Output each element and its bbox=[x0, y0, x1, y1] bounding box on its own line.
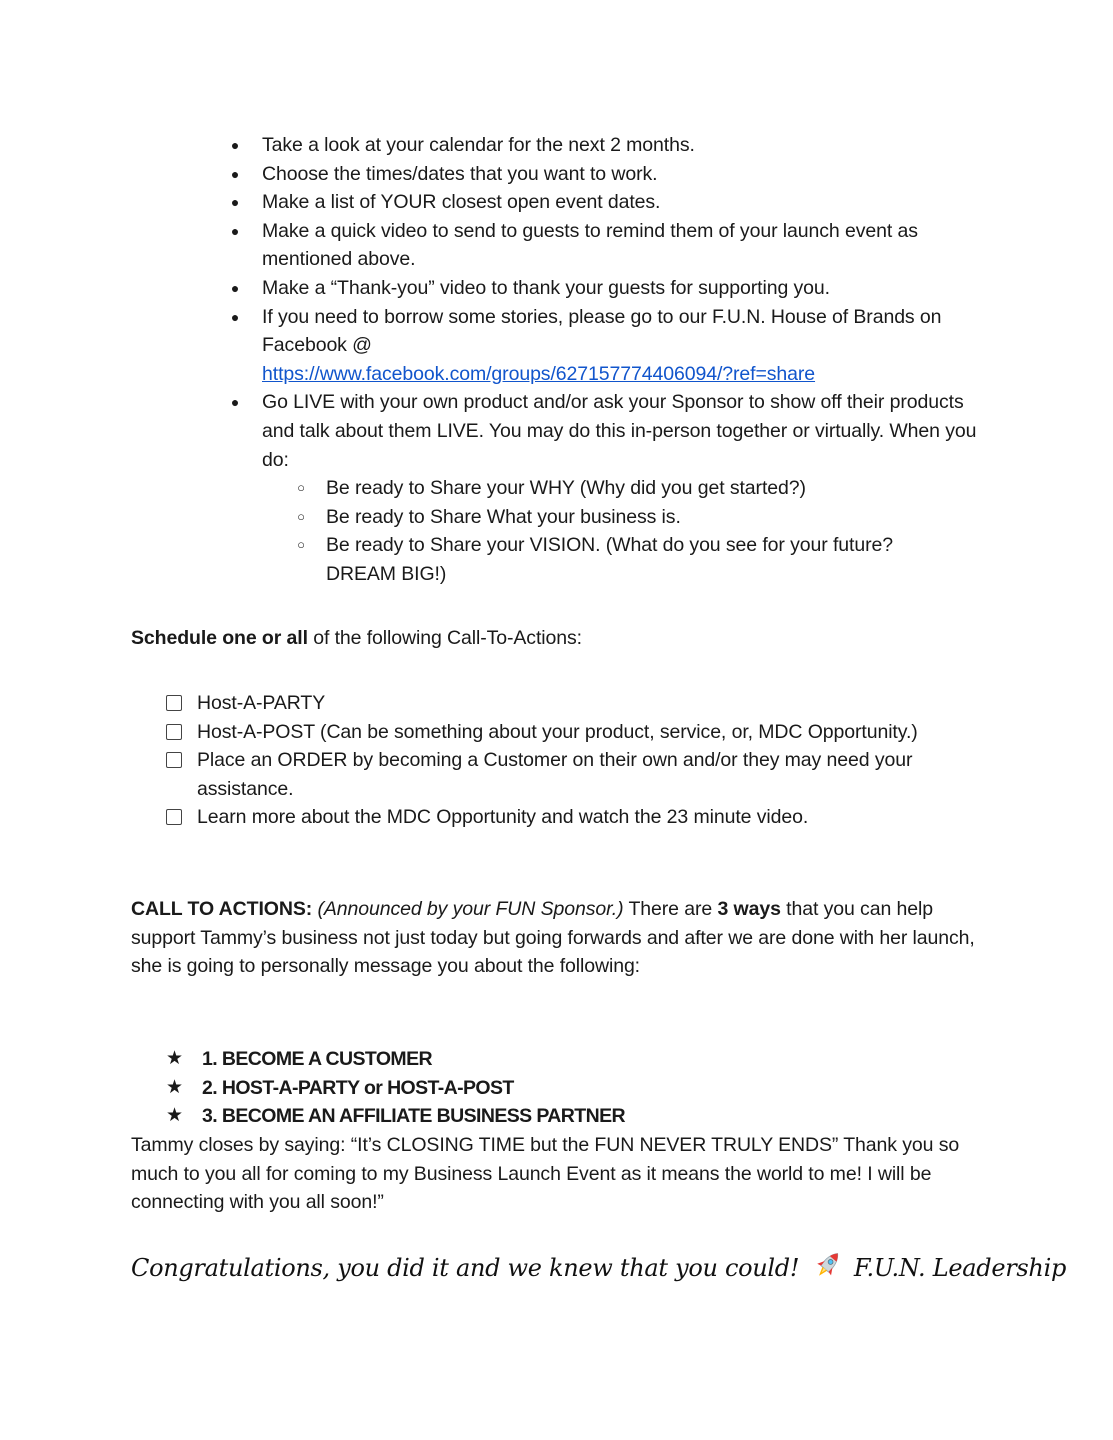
schedule-rest: of the following Call-To-Actions: bbox=[307, 627, 582, 649]
sub-list-item bbox=[294, 474, 954, 503]
checklist-item-label: Host-A-POST (Can be something about your product, service, or, MDC Opportunity.) bbox=[197, 720, 918, 743]
checklist-item bbox=[166, 689, 986, 718]
call-to-actions-heading: CALL TO ACTIONS: bbox=[131, 898, 313, 920]
signoff bbox=[131, 1248, 1066, 1288]
list-item-text: Go LIVE with your own product and/or ask your Sponsor to show off their products and talk about them LIVE. You may do this in-person together or virtually. When you do: bbox=[262, 391, 977, 471]
checklist-item bbox=[166, 718, 986, 747]
star-icon: ★ bbox=[166, 1048, 183, 1069]
way-item-label: 3. BECOME AN AFFILIATE BUSINESS PARTNER bbox=[202, 1105, 625, 1128]
checklist-item bbox=[166, 746, 986, 803]
checklist-item bbox=[166, 803, 986, 832]
checkbox[interactable] bbox=[166, 695, 182, 711]
checkbox[interactable] bbox=[166, 724, 182, 740]
checkbox[interactable] bbox=[166, 809, 182, 825]
three-ways-bold: 3 ways bbox=[717, 898, 781, 920]
tasks-bullet-list bbox=[228, 131, 988, 589]
list-item-text: Choose the times/dates that you want to work. bbox=[262, 162, 658, 185]
checkbox[interactable] bbox=[166, 752, 182, 768]
list-item-text: Make a list of YOUR closest open event dates. bbox=[262, 191, 661, 214]
schedule-bold-lead: Schedule one or all bbox=[131, 627, 308, 649]
way-item bbox=[166, 1074, 625, 1103]
way-item bbox=[166, 1102, 625, 1131]
signoff-author: F.U.N. Leadership bbox=[853, 1254, 1067, 1282]
bullet-icon: ● bbox=[230, 394, 240, 411]
bullet-icon: ● bbox=[230, 279, 240, 296]
list-item bbox=[228, 160, 988, 189]
closing-paragraph: Tammy closes by saying: “It’s CLOSING TIME but the FUN NEVER TRULY ENDS” Thank you so much to you all for coming to my Business Launch Event as it means the world to me! I will be connecting with you all soon!” bbox=[131, 1134, 960, 1214]
bullet-icon: ● bbox=[230, 194, 240, 211]
bullet-icon: ● bbox=[230, 222, 240, 239]
checklist-item-label: Host-A-PARTY bbox=[197, 692, 326, 714]
hollow-bullet-icon: ○ bbox=[297, 480, 305, 496]
hollow-bullet-icon: ○ bbox=[297, 537, 305, 553]
call-to-action-checklist bbox=[166, 689, 986, 832]
sub-list-item-text: Be ready to Share your WHY (Why did you get started?) bbox=[326, 477, 806, 500]
hollow-bullet-icon: ○ bbox=[297, 508, 305, 524]
list-item-text: If you need to borrow some stories, please go to our F.U.N. House of Brands on Facebook @ bbox=[262, 305, 942, 357]
call-to-actions-note: (Announced by your FUN Sponsor.) bbox=[312, 898, 624, 920]
list-item bbox=[228, 274, 988, 303]
call-to-actions-text-rest: that you can help support Tammy’s business not just today but going forwards and after we are done with her launch, she is going to personally message you about the following: bbox=[131, 898, 975, 978]
way-item-label: 1. BECOME A CUSTOMER bbox=[202, 1048, 432, 1070]
signoff-congratulations: Congratulations, you did it and we knew that you could! bbox=[131, 1254, 800, 1282]
bullet-icon: ● bbox=[230, 137, 240, 153]
rocket-icon bbox=[813, 1248, 843, 1282]
three-ways-list bbox=[166, 1045, 625, 1131]
list-item bbox=[228, 217, 988, 274]
list-item-text: Make a “Thank-you” video to thank your guests for supporting you. bbox=[262, 276, 830, 299]
checklist-item-label: Learn more about the MDC Opportunity and watch the 23 minute video. bbox=[197, 806, 809, 829]
schedule-intro bbox=[131, 624, 991, 653]
list-item bbox=[228, 388, 988, 588]
way-item-label: 2. HOST-A-PARTY or HOST-A-POST bbox=[202, 1076, 514, 1099]
list-item bbox=[228, 188, 988, 217]
facebook-group-link[interactable]: https://www.facebook.com/groups/627157774406094/?ref=share bbox=[262, 362, 816, 385]
sub-list-item bbox=[294, 503, 954, 532]
list-item-text: Take a look at your calendar for the next 2 months. bbox=[262, 134, 695, 156]
list-item bbox=[228, 131, 988, 160]
sub-list-item bbox=[294, 531, 954, 588]
sub-list-item-text: Be ready to Share your VISION. (What do you see for your future? DREAM BIG!) bbox=[326, 534, 893, 585]
sub-bullet-list bbox=[228, 474, 954, 588]
call-to-actions-text: There are bbox=[623, 898, 718, 920]
bullet-icon: ● bbox=[230, 308, 240, 325]
list-item bbox=[228, 303, 988, 389]
bullet-icon: ● bbox=[230, 165, 240, 182]
sub-list-item-text: Be ready to Share What your business is. bbox=[326, 505, 681, 528]
checklist-item-label: Place an ORDER by becoming a Customer on their own and/or they may need your assistance. bbox=[197, 749, 913, 800]
list-item-text: Make a quick video to send to guests to remind them of your launch event as mentioned above. bbox=[262, 219, 918, 271]
way-item bbox=[166, 1045, 625, 1074]
star-icon: ★ bbox=[166, 1076, 183, 1098]
star-icon: ★ bbox=[166, 1105, 183, 1127]
call-to-actions-paragraph bbox=[131, 895, 991, 981]
